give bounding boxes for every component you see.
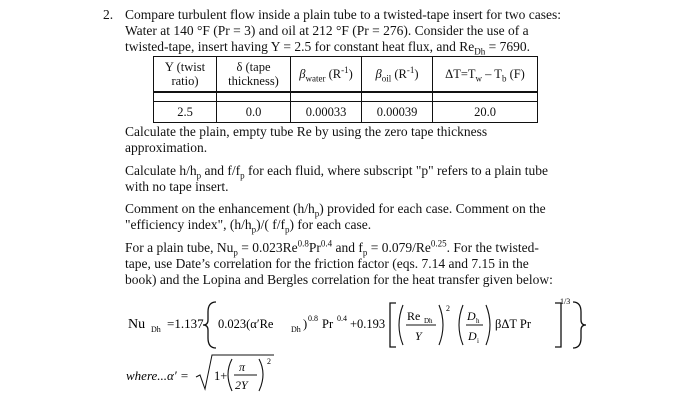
paragraph-plain-tube-re: Calculate the plain, empty tube Re by using the zero tape thickness approximation. [125,124,488,155]
header-twist-ratio: Y (twist ratio) [154,57,217,93]
svg-text:D: D [468,329,477,343]
svg-text:Dh: Dh [151,325,161,334]
intro-line-1: Compare turbulent flow inside a plain tube to a twisted-tape insert for two cases: [125,7,562,22]
svg-text:=1.137: =1.137 [167,316,204,331]
svg-text:Dh: Dh [424,317,433,325]
svg-text:Re: Re [407,309,421,323]
paragraph-correlations: For a plain tube, $Nu_p = 0.023Re^{0.8}Pr^{0.4}$ and $f_p = 0.079/Re^{0.25}$. For the twisted- tape, use Date’s correlation for the friction factor (eqs. 7.14 and 7.15 in the book) and the Lopina and Bergles correlation for the heat transfer given below: [125,238,553,287]
svg-text:0.4: 0.4 [337,314,347,323]
svg-text:2: 2 [267,357,271,366]
alpha-definition-equation [124,351,364,399]
table-spacer-row [154,92,538,102]
value-delta-t: 20.0 [433,102,538,123]
question-number: 2. [103,7,114,22]
problem-intro [125,7,685,55]
svg-text:h: h [476,317,480,325]
svg-text:+0.193: +0.193 [350,317,386,331]
svg-text:Dh: Dh [291,325,301,334]
svg-text:βΔT Pr: βΔT Pr [495,317,532,331]
value-tape-thickness: 0.0 [217,102,291,123]
svg-text:): ) [303,317,308,331]
svg-text:2: 2 [446,304,450,313]
value-twist-ratio: 2.5 [154,102,217,123]
value-beta-water: 0.00033 [291,102,362,123]
svg-text:i: i [477,337,479,345]
svg-text:π: π [239,360,246,374]
table-row [154,102,538,123]
svg-text:Nu: Nu [128,317,146,332]
lopina-bergles-equation [124,294,644,354]
header-beta-water: $\beta_{water}$ $(R^{-1})$ [291,57,362,93]
intro-line-3: twisted-tape, insert having Y = 2.5 for constant heat flux, and $Re_{Dh} = 7690$. [125,39,531,57]
svg-text:Pr: Pr [322,317,334,331]
svg-text:1+: 1+ [214,369,228,383]
svg-text:0.023(α′Re: 0.023(α′Re [218,317,274,331]
value-beta-oil: 0.00039 [362,102,433,123]
paragraph-enhancement: Comment on the enhancement $(h/h_p)$ provided for each case. Comment on the "efficiency index", $(h/h_p)/$( $f/f_p$) for each case. [125,201,546,235]
svg-text:D: D [467,309,476,323]
header-tape-thickness: δ (tape thickness) [217,57,291,93]
svg-text:where...α′ =: where...α′ = [126,368,189,383]
header-delta-t: $\Delta T=T_w - T_b$ (F) [433,57,538,93]
table-header-row [154,57,538,93]
paragraph-ratios: Calculate $h/h_p$ and $f/f_p$ for each fluid, where subscript "p" refers to a plain tube with no tape insert. [125,163,549,194]
svg-text:0.8: 0.8 [308,314,318,323]
header-beta-oil: $\beta_{oil}$ $(R^{-1})$ [362,57,433,93]
svg-text:1/3: 1/3 [560,297,571,306]
intro-line-2: Water at 140 °F (Pr = 3) and oil at 212 °F (Pr = 276). Consider the use of a [125,23,529,38]
parameter-table [153,56,538,123]
svg-text:2Y: 2Y [235,378,248,392]
svg-text:Y: Y [415,329,422,343]
